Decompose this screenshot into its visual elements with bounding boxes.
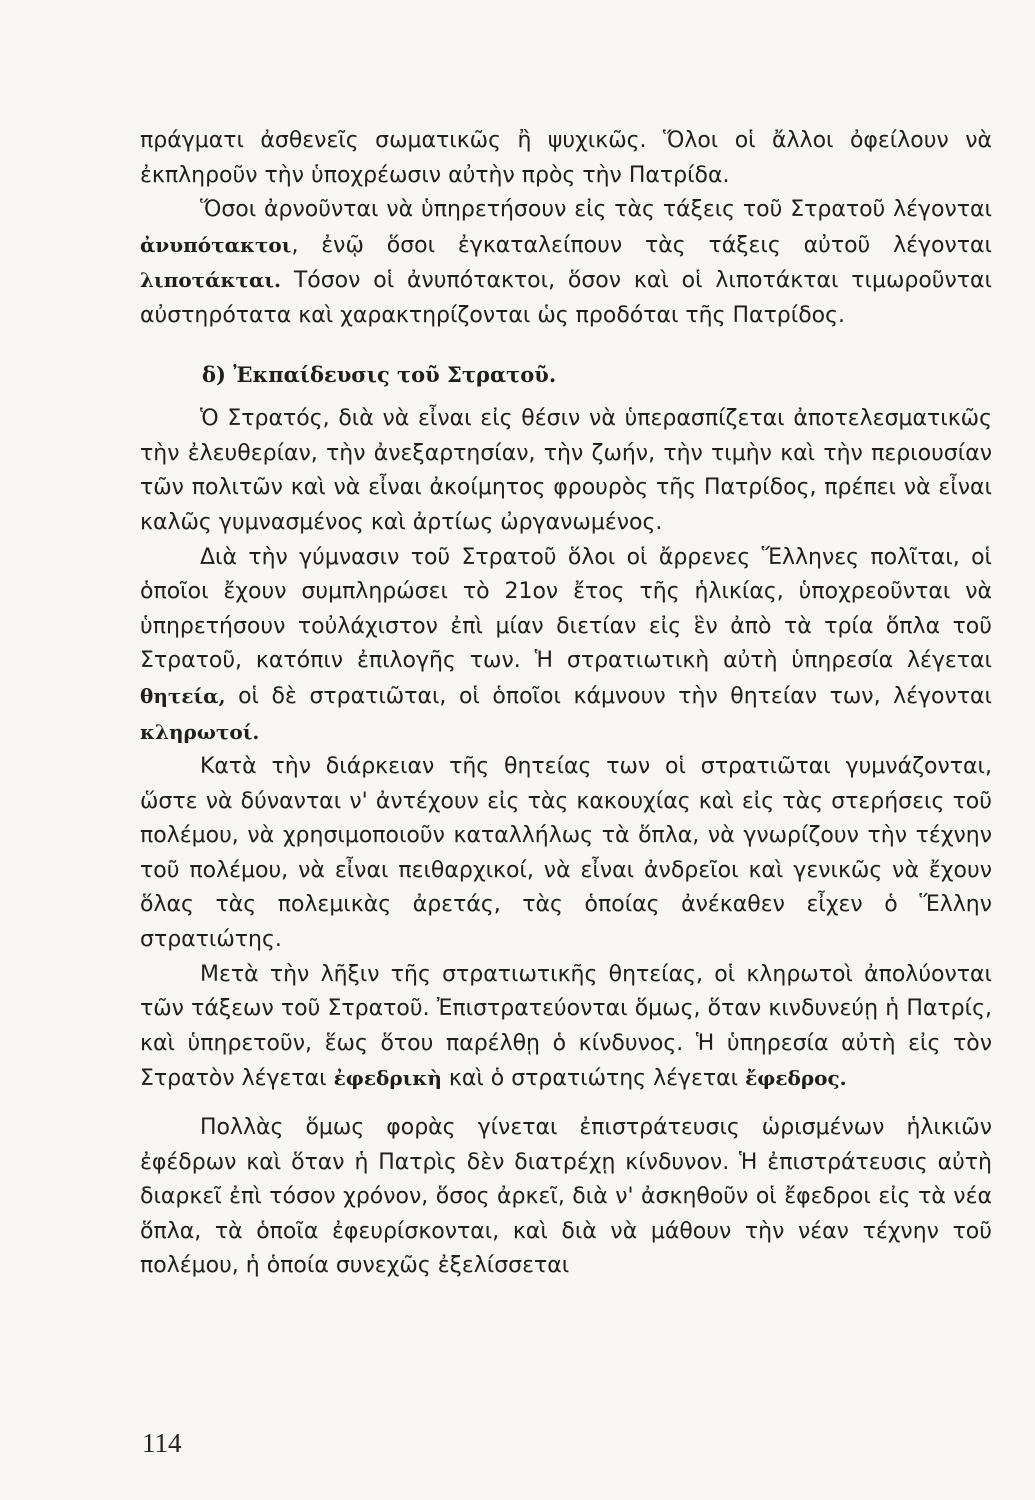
term-anypotaktoi: ἀνυπότακτοι — [140, 232, 292, 257]
paragraph-6: Μετὰ τὴν λῆξιν τῆς στρατιωτικῆς θητείας, οἱ κληρωτοὶ ἀπολύονται τῶν τάξεων τοῦ Στρατοῦ. Ἐπιστρατεύονται ὅμως, ὅταν κινδυνεύῃ ἡ Πατρίς, καὶ ὑπηρετοῦν, ἕως ὅτου παρέλθῃ ὁ κίνδυνος. Ἡ ὑπηρεσία αὐτὴ εἰς τὸν Στρατὸν λέγεται ἐφεδρικὴ καὶ ὁ στρατιώτης λέγεται ἔφεδρος. — [140, 961, 992, 1092]
paragraph-1: πράγματι ἀσθενεῖς σωματικῶς ἢ ψυχικῶς. Ὅλοι οἱ ἄλλοι ὀφείλουν νὰ ἐκπληροῦν τὴν ὑποχρέωσιν αὐτὴν πρὸς τὴν Πατρίδα. — [140, 128, 992, 188]
paragraph-4: Διὰ τὴν γύμνασιν τοῦ Στρατοῦ ὅλοι οἱ ἄρρενες Ἕλληνες πολῖται, οἱ ὁποῖοι ἔχουν συμπληρώσει τὸ 21ον ἔτος τῆς ἡλικίας, ὑποχρεοῦνται νὰ ὑπηρετήσουν τοὐλάχιστον ἐπὶ μίαν διετίαν εἰς ἓν ἀπὸ τὰ τρία ὅπλα τοῦ Στρατοῦ, κατόπιν ἐπιλογῆς των. Ἡ στρατιωτικὴ αὐτὴ ὑπηρεσία λέγεται θητεία, οἱ δὲ στρατιῶται, οἱ ὁποῖοι κάμνουν τὴν θητείαν των, λέγονται κληρωτοί. — [140, 544, 992, 744]
term-thiteia: θητεία, — [140, 683, 226, 708]
term-lipotaktai: λιποτάκται. — [140, 268, 282, 293]
page-number: 114 — [142, 1428, 182, 1458]
term-efedros: ἔφεδρος. — [745, 1066, 847, 1091]
term-klirotoi: κληρωτοί. — [140, 719, 260, 744]
paragraph-3: Ὁ Στρατός, διὰ νὰ εἶναι εἰς θέσιν νὰ ὑπερασπίζεται ἀποτελεσματικῶς τὴν ἐλευθερίαν, τὴν ἀνεξαρτησίαν, τὴν ζωήν, τὴν τιμὴν καὶ τὴν περιουσίαν τῶν πολιτῶν καὶ νὰ εἶναι ἀκοίμητος φρουρὸς τῆς Πατρίδος, πρέπει νὰ εἶναι καλῶς γυμνασμένος καὶ ἀρτίως ὠργανωμένος. — [140, 406, 992, 535]
paragraph-2: Ὅσοι ἀρνοῦνται νὰ ὑπηρετήσουν εἰς τὰς τάξεις τοῦ Στρατοῦ λέγονται ἀνυπότακτοι, ἐνῷ ὅσοι ἐγκαταλείπουν τὰς τάξεις αὐτοῦ λέγονται λιποτάκται. Τόσον οἱ ἀνυπότακτοι, ὅσον καὶ οἱ λιποτάκται τιμωροῦνται αὐστηρότατα καὶ χαρακτηρίζονται ὡς προδόται τῆς Πατρίδος. — [140, 197, 992, 328]
term-efedriki: ἐφεδρικὴ — [333, 1066, 442, 1091]
page-body — [140, 124, 992, 1284]
section-heading: δ) Ἐκπαίδευσις τοῦ Στρατοῦ. — [202, 361, 557, 387]
paragraph-7: Πολλὰς ὅμως φορὰς γίνεται ἐπιστράτευσις ὡρισμένων ἡλικιῶν ἐφέδρων καὶ ὅταν ἡ Πατρὶς δὲν διατρέχῃ κίνδυνον. Ἡ ἐπιστράτευσις αὐτὴ διαρκεῖ ἐπὶ τόσον χρόνον, ὅσος ἀρκεῖ, διὰ ν' ἀσκηθοῦν οἱ ἔφεδροι εἰς τὰ νέα ὅπλα, τὰ ὁποῖα ἐφευρίσκονται, καὶ διὰ νὰ μάθουν τὴν νέαν τέχνην τοῦ πολέμου, ἡ ὁποία συνεχῶς ἐξελίσσεται — [140, 1115, 992, 1279]
paragraph-5: Κατὰ τὴν διάρκειαν τῆς θητείας των οἱ στρατιῶται γυμνάζονται, ὥστε νὰ δύνανται ν' ἀντέχουν εἰς τὰς κακουχίας καὶ εἰς τὰς στερήσεις τοῦ πολέμου, νὰ χρησιμοποιοῦν καταλλήλως τὰ ὅπλα, νὰ γνωρίζουν τὴν τέχνην τοῦ πολέμου, νὰ εἶναι πειθαρχικοί, νὰ εἶναι ἀνδρεῖοι καὶ γενικῶς νὰ ἔχουν ὅλας τὰς πολεμικὰς ἀρετάς, τὰς ὁποίας ἀνέκαθεν εἶχεν ὁ Ἕλλην στρατιώτης. — [140, 754, 992, 953]
